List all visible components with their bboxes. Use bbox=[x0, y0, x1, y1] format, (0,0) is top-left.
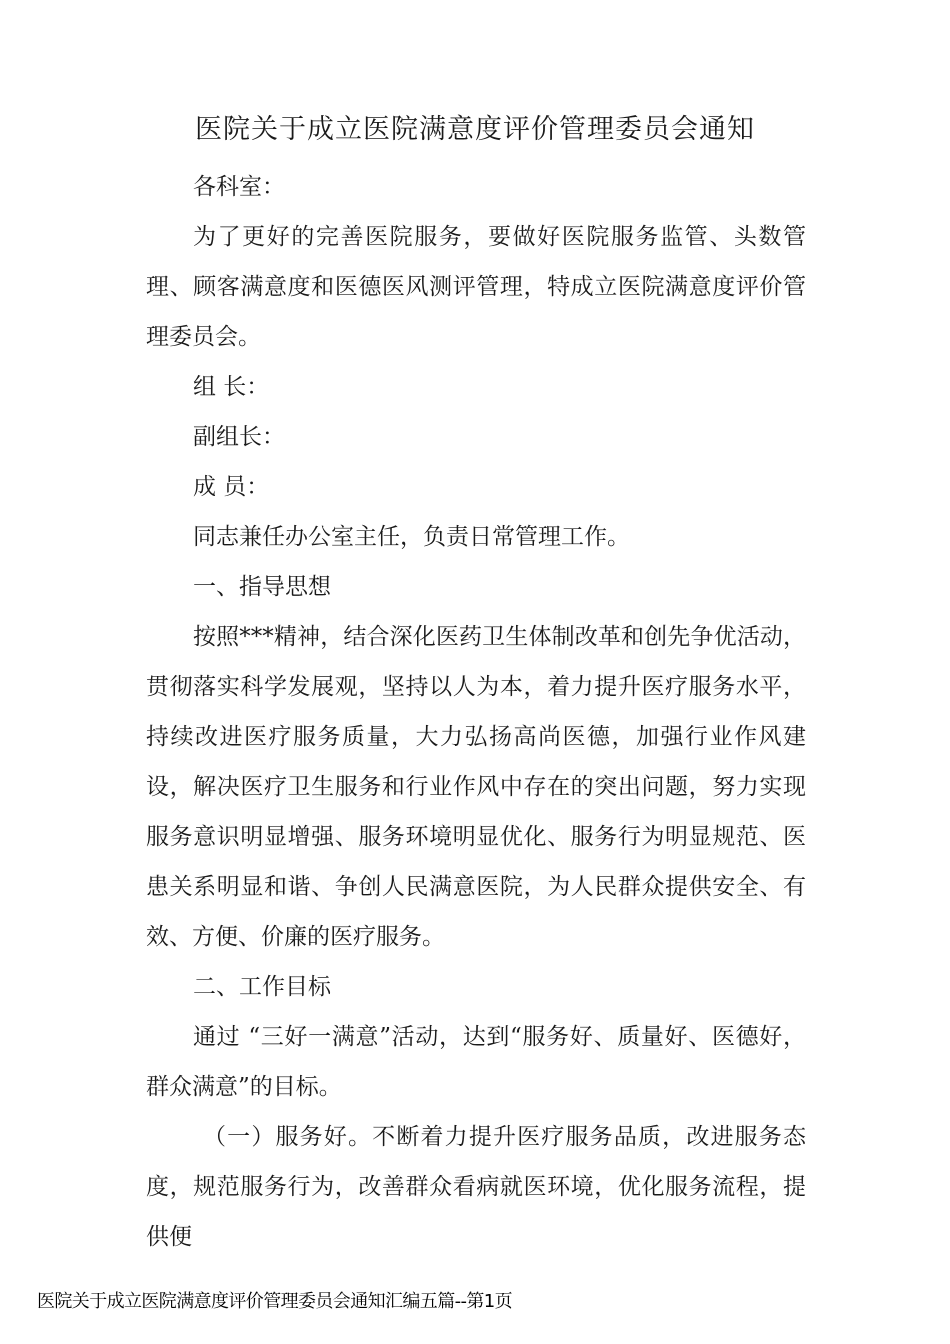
salutation: 各科室： bbox=[193, 174, 285, 200]
section-heading-work-goals: 二、工作目标 bbox=[193, 974, 331, 1000]
paragraph-members: 成 员： bbox=[193, 474, 270, 500]
paragraph-good-service: （一）服务好。不断着力提升医疗服务品质，改进服务态度，规范服务行为，改善群众看病就医环境，优化服务流程，提供便 bbox=[146, 1124, 806, 1250]
document-title: 医院关于成立医院满意度评价管理委员会通知 bbox=[195, 114, 755, 145]
page-footer: 医院关于成立医院满意度评价管理委员会通知汇编五篇--第1页 bbox=[37, 1291, 513, 1312]
paragraph-guiding-ideology: 按照***精神，结合深化医药卫生体制改革和创先争优活动，贯彻落实科学发展观，坚持以人为本，着力提升医疗服务水平，持续改进医疗服务质量，大力弘扬高尚医德，加强行业作风建设，解决医疗卫生服务和行业作风中存在的突出问题，努力实现服务意识明显增强、服务环境明显优化、服务行为明显规范、医患关系明显和谐、争创人民满意医院，为人民群众提供安全、有效、方便、价廉的医疗服务。 bbox=[146, 624, 806, 950]
paragraph-work-goals: 通过 “三好一满意”活动，达到“服务好、质量好、医德好，群众满意”的目标。 bbox=[146, 1024, 806, 1100]
document-body bbox=[146, 162, 806, 1262]
paragraph-leader: 组 长： bbox=[193, 374, 270, 400]
paragraph-office-director: 同志兼任办公室主任，负责日常管理工作。 bbox=[193, 524, 630, 550]
section-heading-guiding-ideology: 一、指导思想 bbox=[193, 574, 331, 600]
paragraph-deputy-leader: 副组长： bbox=[193, 424, 285, 450]
paragraph-intro: 为了更好的完善医院服务，要做好医院服务监管、头数管理、顾客满意度和医德医风测评管理，特成立医院满意度评价管理委员会。 bbox=[146, 224, 806, 350]
